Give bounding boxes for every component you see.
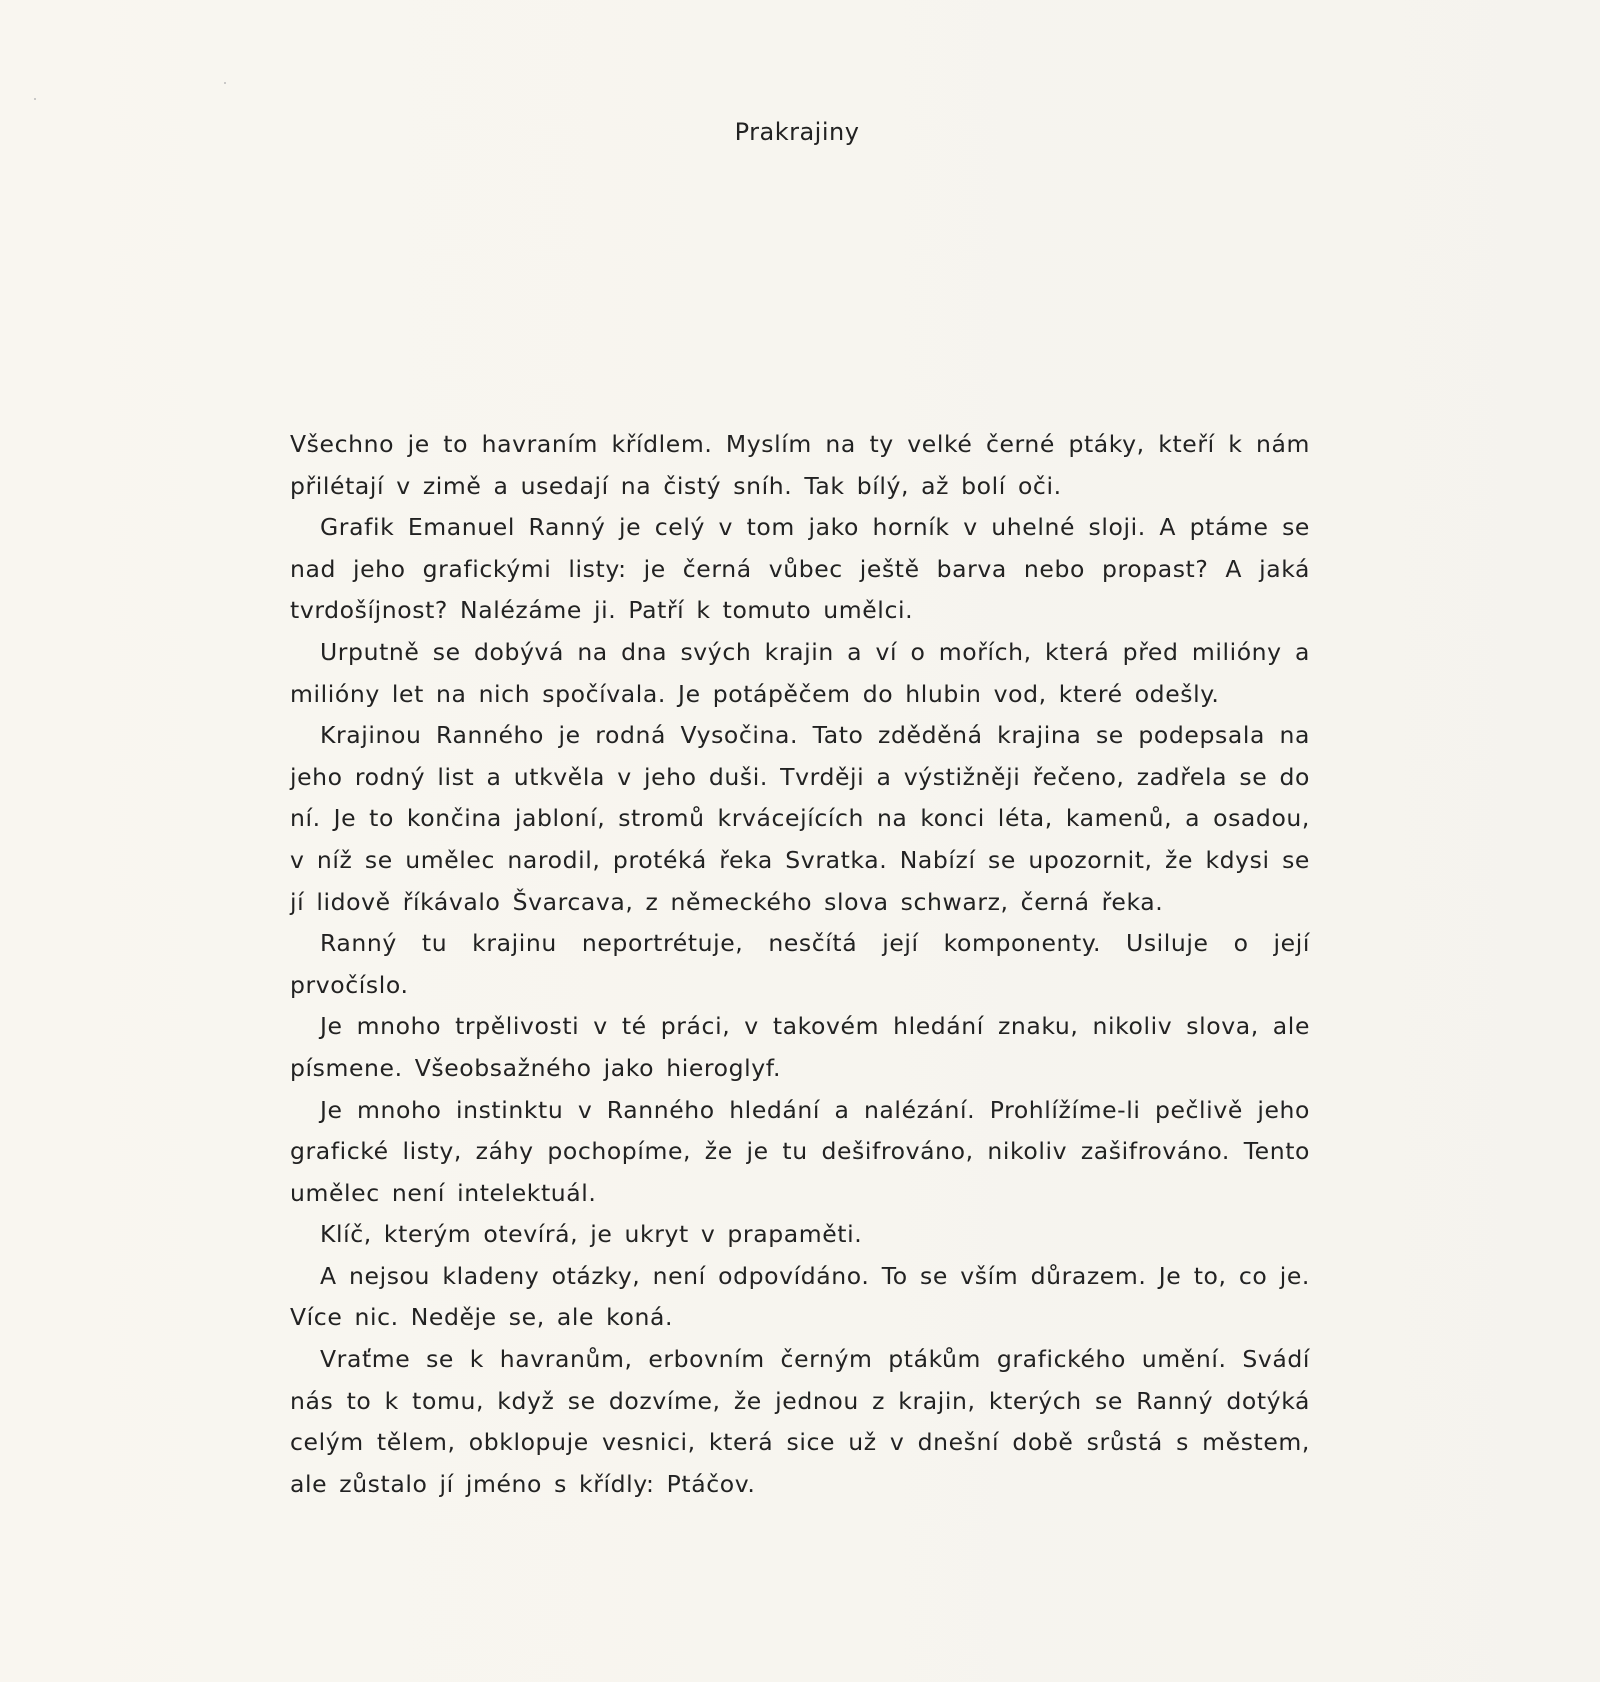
paragraph: Grafik Emanuel Ranný je celý v tom jako horník v uhelné sloji. A ptáme se nad jeho grafickými listy: je černá vůbec ještě barva nebo propast? A jaká tvrdošíjnost? Nalézáme ji. Patří k tomuto umělci. [290,513,1310,625]
paragraph: Je mnoho trpělivosti v té práci, v takovém hledání znaku, nikoliv slova, ale písmene. Všeobsažného jako hieroglyf. [290,1012,1310,1082]
paragraph: Krajinou Ranného je rodná Vysočina. Tato zděděná krajina se podepsala na jeho rodný list a utkvěla v jeho duši. Tvrději a výstižněji řečeno, zadřela se do ní. Je to končina jabloní, stromů krvácejících na konci léta, kamenů, a osadou, v níž se umělec narodil, protéká řeka Svratka. Nabízí se upozornit, že kdysi se jí lidově říkávalo Švarcava, z německého slova schwarz, černá řeka. [290,721,1310,916]
paragraph: Všechno je to havraním křídlem. Myslím na ty velké černé ptáky, kteří k nám přilétají v zimě a usedají na čistý sníh. Tak bílý, až bolí oči. [290,430,1310,500]
body-text [290,424,1310,1505]
paragraph: Vraťme se k havranům, erbovním černým ptákům grafického umění. Svádí nás to k tomu, když se dozvíme, že jednou z krajin, kterých se Ranný dotýká celým tělem, obklopuje vesnici, která sice už v dnešní době srůstá s městem, ale zůstalo jí jméno s křídly: Ptáčov. [290,1345,1310,1498]
paper-speck [224,82,226,84]
paragraph: Urputně se dobývá na dna svých krajin a ví o mořích, která před milióny a milióny let na nich spočívala. Je potápěčem do hlubin vod, které odešly. [290,637,1310,708]
paragraph: A nejsou kladeny otázky, není odpovídáno. To se vším důrazem. Je to, co je. Více nic. Neděje se, ale koná. [290,1261,1310,1332]
paragraph: Klíč, kterým otevírá, je ukryt v prapaměti. [320,1220,863,1249]
paragraph: Ranný tu krajinu neportrétuje, nesčítá její komponenty. Usiluje o její prvočíslo. [290,929,1310,999]
paragraph: Je mnoho instinktu v Ranného hledání a nalézání. Prohlížíme-li pečlivě jeho grafické listy, záhy pochopíme, že je tu dešifrováno, nikoliv zašifrováno. Tento umělec není intelektuál. [290,1095,1310,1207]
chapter-title-text: Prakrajiny [734,118,860,146]
paper-speck [34,98,36,100]
chapter-title [0,118,1600,146]
